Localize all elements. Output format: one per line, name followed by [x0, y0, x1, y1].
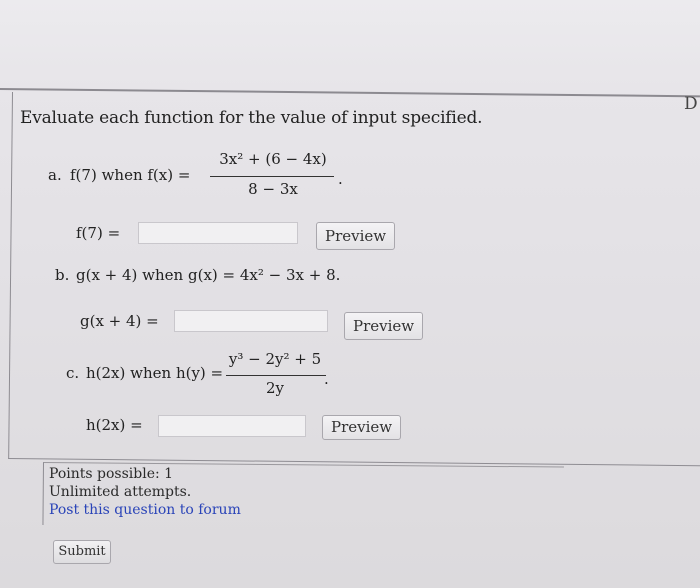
part-b-answer-input[interactable]	[174, 310, 328, 332]
fraction-bar	[226, 375, 326, 376]
part-c-period: .	[324, 370, 329, 388]
points-possible: Points possible: 1	[49, 466, 174, 482]
corner-letter: D	[684, 94, 698, 114]
part-c-numerator: y³ − 2y² + 5	[228, 350, 322, 368]
part-c-expression: h(2x) when h(y) =	[86, 364, 224, 382]
part-c-answer-input[interactable]	[158, 415, 306, 437]
fraction-bar	[210, 176, 334, 177]
part-c-denominator: 2y	[265, 379, 285, 397]
part-b-preview-button[interactable]: Preview	[344, 312, 423, 340]
part-a-label: a.	[48, 166, 62, 184]
part-b-answer-label: g(x + 4) =	[80, 312, 159, 330]
part-a-numerator: 3x² + (6 − 4x)	[219, 150, 327, 168]
part-c-label: c.	[66, 364, 80, 382]
part-a-period: .	[338, 170, 343, 188]
part-c-answer-label: h(2x) =	[86, 416, 143, 434]
part-a-answer-input[interactable]	[138, 222, 298, 244]
part-b-expression: g(x + 4) when g(x) = 4x² − 3x + 8.	[76, 266, 341, 284]
part-a-denominator: 8 − 3x	[248, 180, 298, 198]
question-prompt: Evaluate each function for the value of input specified.	[20, 108, 483, 128]
submit-button[interactable]: Submit	[53, 540, 111, 564]
part-b-label: b.	[55, 266, 70, 284]
part-c-preview-button[interactable]: Preview	[322, 415, 401, 440]
part-a-expression: f(7) when f(x) =	[70, 166, 191, 184]
part-a-preview-button[interactable]: Preview	[316, 222, 395, 250]
attempts-info: Unlimited attempts.	[49, 484, 192, 500]
part-a-answer-label: f(7) =	[76, 224, 121, 242]
page-header-area	[0, 0, 700, 88]
forum-link[interactable]: Post this question to forum	[49, 502, 241, 518]
